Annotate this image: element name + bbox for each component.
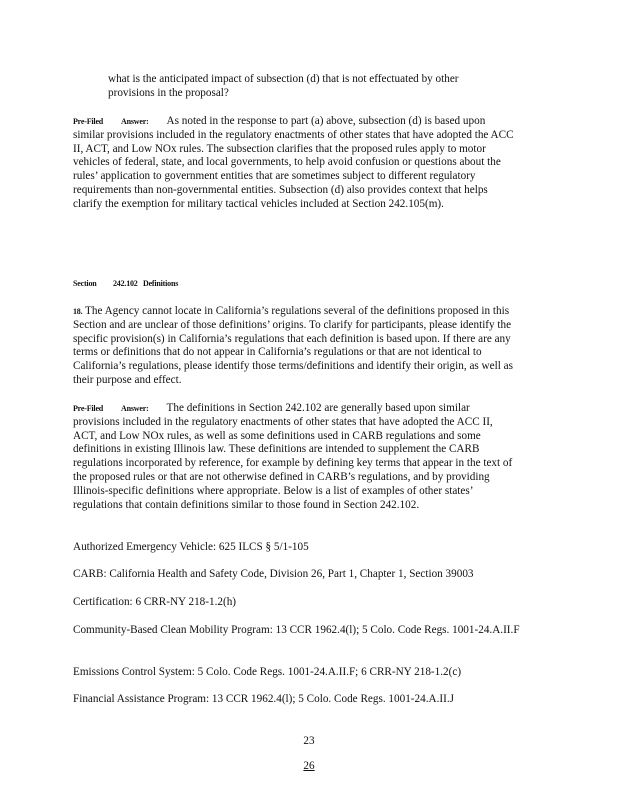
prefiled-answer-2 bbox=[73, 402, 518, 512]
prefiled-label: Pre-Filed bbox=[73, 404, 104, 413]
section-number: 242.102 bbox=[113, 279, 138, 288]
prefiled-label: Pre-Filed bbox=[73, 117, 104, 126]
question-18 bbox=[73, 305, 518, 388]
definition-entry: Community-Based Clean Mobility Program: 13 CCR 1962.4(l); 5 Colo. Code Regs. 1001-24.A.II.F bbox=[73, 624, 520, 636]
section-label: Section bbox=[73, 279, 97, 288]
question-18-text: The Agency cannot locate in California’s regulations several of the definitions proposed in this Section and are unclear of those definitions’ origins. To clarify for participants, please identify the specific provision(s) in California’s regulations that each definition is based upon. If there are any terms or definitions that do not appear in California’s regulations or that are not identical to California’s regulations, please identify those terms/definitions and identify their origin, as well as their purpose and effect. bbox=[73, 305, 513, 386]
prefiled-answer-1 bbox=[73, 115, 518, 212]
question-number: 18. bbox=[73, 307, 83, 316]
answer-1-text: As noted in the response to part (a) above, subsection (d) is based upon similar provisions included in the regulatory enactments of other states that have adopted the ACC II, ACT, and Low NOx rules. The subsection clarifies that the proposed rules apply to motor vehicles of federal, state, and local governments, to help avoid confusion or questions about the rules’ application to government entities that are sometimes subject to different regulatory requirements than non-governmental entities. Subsection (d) also provides context that helps clarify the exemption for military tactical vehicles included at Section 242.105(m). bbox=[73, 115, 514, 210]
section-heading bbox=[73, 279, 178, 288]
section-title: Definitions bbox=[143, 279, 179, 288]
answer-label: Answer: bbox=[121, 117, 149, 126]
definition-entry: CARB: California Health and Safety Code, Division 26, Part 1, Chapter 1, Section 39003 bbox=[73, 568, 474, 580]
page-number: 23 bbox=[303, 735, 315, 747]
definition-entry: Certification: 6 CRR-NY 218-1.2(h) bbox=[73, 596, 237, 608]
definition-entry: Emissions Control System: 5 Colo. Code Regs. 1001-24.A.II.F; 6 CRR-NY 218-1.2(c) bbox=[73, 666, 462, 678]
definition-entry: Financial Assistance Program: 13 CCR 1962.4(l); 5 Colo. Code Regs. 1001-24.A.II.J bbox=[73, 693, 454, 705]
answer-2-text: The definitions in Section 242.102 are generally based upon similar provisions included in the regulatory enactments of other states that have adopted the ACC II, ACT, and Low NOx rules, as well as some definitions used in CARB regulations and some definitions in existing Illinois law. These definitions are intended to supplement the CARB regulations incorporated by reference, for example by defining key terms that appear in the text of the proposed rules or that are not otherwise defined in CARB’s regulations, and by providing Illinois-specific definitions where appropriate. Below is a list of examples of other states’ regulations that contain definitions similar to those found in Section 242.102. bbox=[73, 402, 513, 511]
question-continuation: what is the anticipated impact of subsection (d) that is not effectuated by other provisions in the proposal? bbox=[108, 73, 459, 99]
definition-entry: Authorized Emergency Vehicle: 625 ILCS § 5/1-105 bbox=[73, 541, 309, 553]
answer-label: Answer: bbox=[121, 404, 149, 413]
pdf-page-number: 26 bbox=[303, 760, 315, 772]
